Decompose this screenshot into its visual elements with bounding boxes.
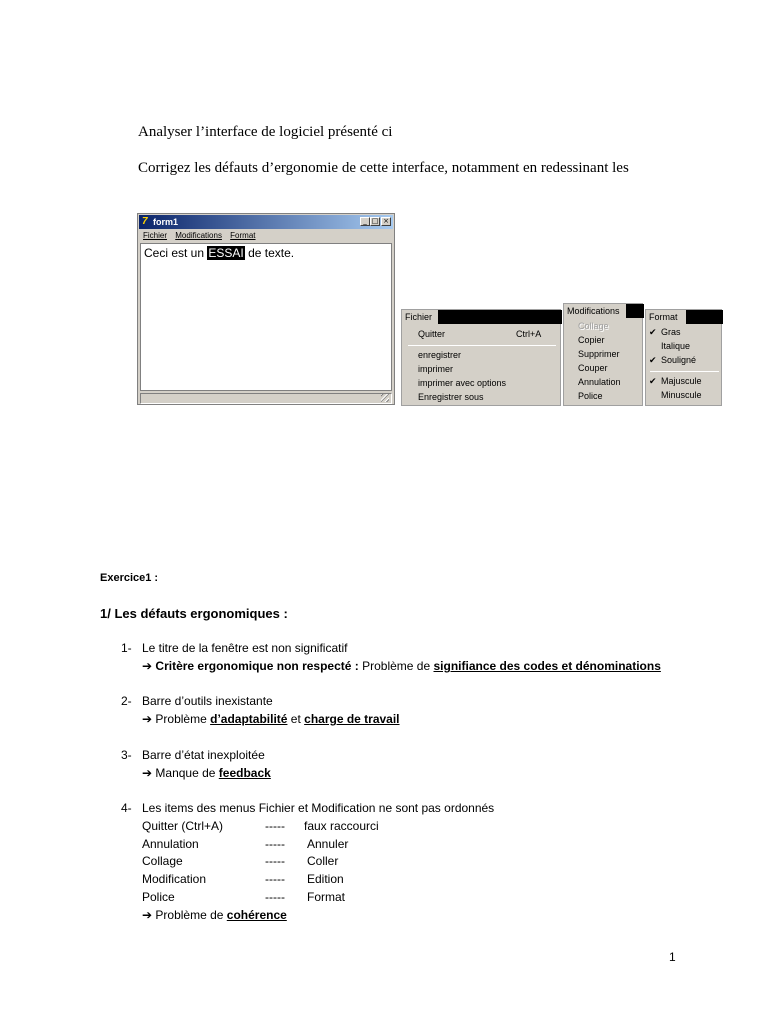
menu-bar-black: [626, 304, 644, 318]
item-number: 4-: [121, 801, 132, 815]
section-title: 1/ Les défauts ergonomiques :: [100, 606, 288, 621]
menu-modifications[interactable]: Modifications: [175, 231, 222, 240]
pair-right: Edition: [307, 872, 344, 886]
window-menubar: [139, 230, 393, 242]
item-number: 3-: [121, 748, 132, 762]
pair-left: Collage: [142, 854, 183, 868]
item-sub: [142, 766, 271, 780]
format-menu: [645, 309, 722, 406]
modifications-item-supprimer[interactable]: Supprimer: [578, 349, 620, 359]
window-title: form1: [153, 217, 179, 227]
fichier-item-enregistrer-sous[interactable]: Enregistrer sous: [418, 392, 484, 402]
modifications-menu-title[interactable]: Modifications: [564, 304, 626, 318]
exercise-title: Exercice1 :: [100, 572, 159, 584]
text-before: Ceci est un: [144, 246, 208, 260]
menu-bar-black: [686, 310, 723, 324]
pair-dash: -----: [265, 890, 285, 904]
format-item-souligne[interactable]: Souligné: [661, 355, 697, 365]
fichier-item-imprimer-options[interactable]: imprimer avec options: [418, 378, 507, 388]
sub-keyword: charge de travail: [304, 712, 400, 726]
status-bar: [140, 393, 392, 404]
sub-keyword: feedback: [218, 766, 271, 780]
pair-dash: -----: [265, 837, 285, 851]
pair-left: Annulation: [142, 837, 199, 851]
criterion-label: Critère ergonomique non respecté :: [155, 659, 359, 673]
format-item-gras[interactable]: Gras: [661, 327, 681, 337]
fichier-item-quitter[interactable]: Quitter: [418, 329, 446, 339]
fichier-item-imprimer[interactable]: imprimer: [418, 364, 453, 374]
menu-separator: [650, 371, 719, 372]
arrow-icon: ➔: [142, 908, 153, 922]
item-text: Barre d’état inexploitée: [142, 748, 265, 762]
pair-dash: -----: [265, 872, 285, 886]
window-title-bar[interactable]: [139, 215, 393, 229]
item-number: 1-: [121, 641, 132, 655]
sub-text: Problème de: [155, 908, 227, 922]
sub-keyword: d’adaptabilité: [210, 712, 288, 726]
format-item-minuscule[interactable]: Minuscule: [661, 390, 702, 400]
text-area[interactable]: [140, 243, 392, 391]
pair-right: Annuler: [307, 837, 349, 851]
pair-right: Coller: [307, 854, 339, 868]
modifications-item-couper[interactable]: Couper: [578, 363, 608, 373]
minimize-button[interactable]: _: [360, 217, 370, 226]
format-item-majuscule[interactable]: Majuscule: [661, 376, 702, 386]
intro-line-2: Corrigez les défauts d’ergonomie de cette interface, notamment en redessinant les: [138, 160, 629, 176]
item-sub: [142, 659, 661, 673]
app-logo-icon: 7: [142, 216, 148, 227]
menu-fichier[interactable]: Fichier: [143, 231, 168, 240]
sub-text: et: [287, 712, 305, 726]
screenshot-figure: [137, 213, 722, 406]
close-button[interactable]: ×: [381, 217, 391, 226]
arrow-icon: ➔: [142, 659, 153, 673]
item-sub: [142, 908, 287, 922]
item-sub: [142, 712, 400, 726]
item-text: Le titre de la fenêtre est non significatif: [142, 641, 348, 655]
item-text: Barre d’outils inexistante: [142, 694, 273, 708]
text-after: de texte.: [244, 246, 295, 260]
app-window: [137, 213, 395, 405]
pair-dash: -----: [265, 819, 285, 833]
check-icon: ✔: [649, 355, 657, 365]
arrow-icon: ➔: [142, 766, 153, 780]
format-item-italique[interactable]: Italique: [661, 341, 691, 351]
pair-right: faux raccourci: [304, 819, 379, 833]
menu-separator: [408, 345, 556, 346]
fichier-menu: [401, 309, 561, 406]
sub-text: Manque de: [155, 766, 219, 780]
maximize-button[interactable]: □: [371, 217, 379, 225]
item-number: 2-: [121, 694, 132, 708]
arrow-icon: ➔: [142, 712, 153, 726]
sub-keyword: signifiance des codes et dénominations: [433, 659, 661, 673]
sub-text: Problème de: [358, 659, 434, 673]
check-icon: ✔: [649, 327, 657, 337]
sub-keyword: cohérence: [226, 908, 287, 922]
modifications-item-annulation[interactable]: Annulation: [578, 377, 621, 387]
fichier-item-quitter-shortcut: Ctrl+A: [516, 329, 542, 339]
modifications-item-police[interactable]: Police: [578, 391, 603, 401]
selected-text: ESSAI: [208, 246, 244, 260]
fichier-menu-title[interactable]: Fichier: [402, 310, 438, 324]
text-content: [144, 246, 294, 260]
check-icon: ✔: [649, 376, 657, 386]
page-number: 1: [669, 950, 676, 964]
pair-left: Modification: [142, 872, 207, 886]
modifications-item-collage[interactable]: Collage: [578, 321, 609, 331]
format-menu-title[interactable]: Format: [646, 310, 686, 324]
pair-left: Quitter (Ctrl+A): [142, 819, 224, 833]
fichier-item-enregistrer[interactable]: enregistrer: [418, 350, 462, 360]
modifications-menu: [563, 303, 643, 406]
menu-format[interactable]: Format: [230, 231, 256, 240]
pair-left: Police: [142, 890, 175, 904]
resize-grip-icon[interactable]: [381, 394, 389, 402]
menu-bar-black: [438, 310, 562, 324]
pair-right: Format: [307, 890, 346, 904]
pair-dash: -----: [265, 854, 285, 868]
item-text: Les items des menus Fichier et Modification ne sont pas ordonnés: [142, 801, 495, 815]
modifications-item-copier[interactable]: Copier: [578, 335, 605, 345]
sub-text: Problème: [155, 712, 211, 726]
intro-line-1: Analyser l’interface de logiciel présenté ci: [138, 124, 393, 140]
